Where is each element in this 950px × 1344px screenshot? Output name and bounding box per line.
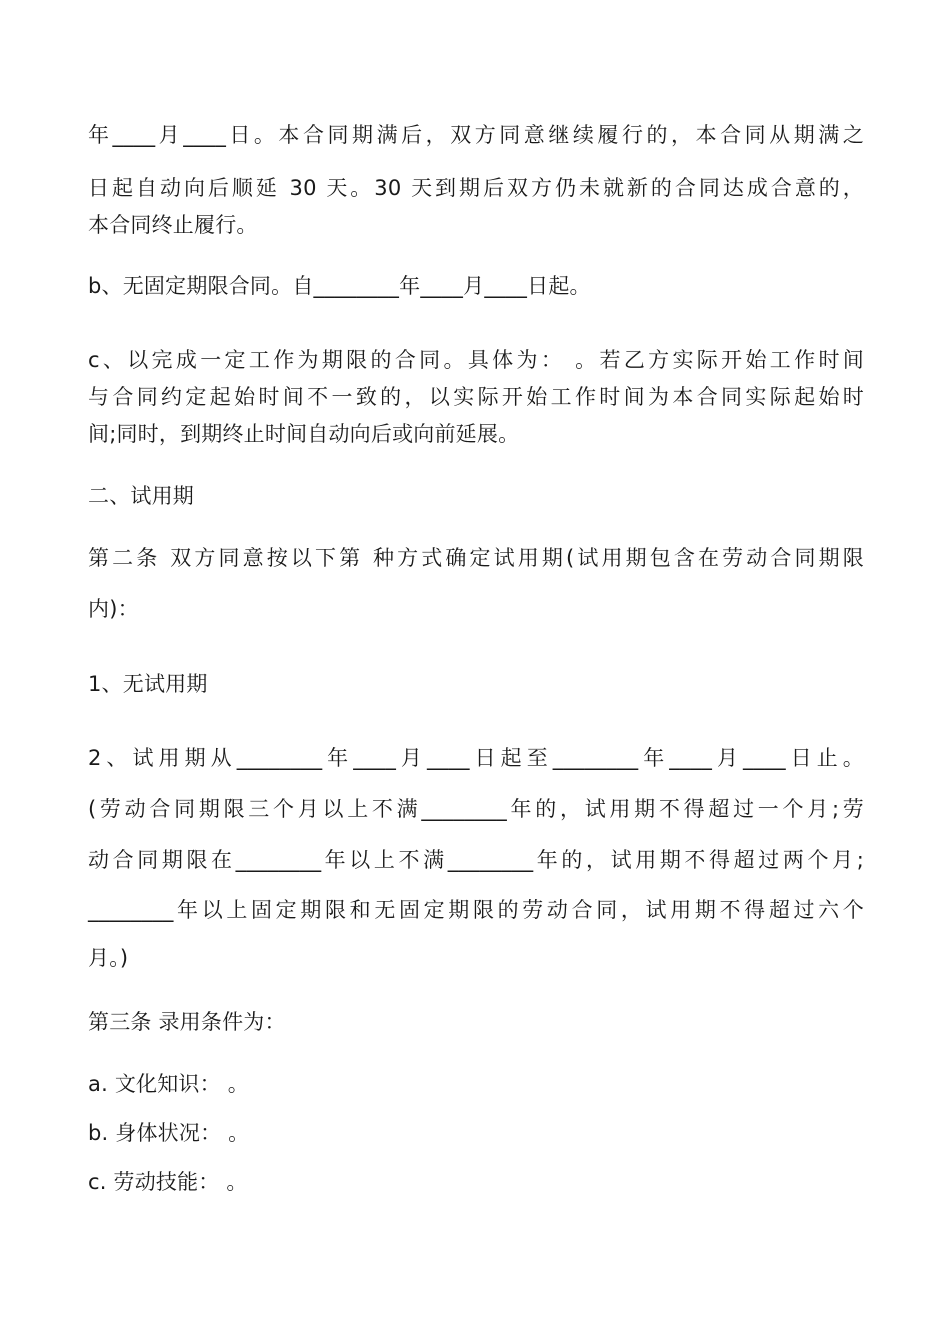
section-heading-probation: 二、试用期 xyxy=(88,484,194,508)
option-2-line-5: 月。) xyxy=(88,946,129,970)
paragraph-1-line-3: 本合同终止履行。 xyxy=(88,213,258,237)
article-3-heading: 第三条 录用条件为： xyxy=(88,1010,286,1034)
option-2-line-2: (劳动合同期限三个月以上不满________年的，试用期不得超过一个月;劳 xyxy=(88,797,864,821)
article-2-line-1: 第二条 双方同意按以下第 种方式确定试用期(试用期包含在劳动合同期限 xyxy=(88,546,864,570)
option-2-line-4: ________年以上固定期限和无固定期限的劳动合同，试用期不得超过六个 xyxy=(88,898,864,922)
condition-a: a. 文化知识： 。 xyxy=(88,1072,249,1096)
paragraph-2-line-1: b、无固定期限合同。自________年____月____日起。 xyxy=(88,274,591,298)
paragraph-1-line-1: 年____月____日。本合同期满后，双方同意继续履行的，本合同从期满之 xyxy=(88,123,864,147)
article-2-line-2: 内)： xyxy=(88,597,139,621)
option-1: 1、无试用期 xyxy=(88,672,208,696)
paragraph-3-line-3: 间;同时，到期终止时间自动向后或向前延展。 xyxy=(88,422,520,446)
paragraph-3-line-2: 与合同约定起始时间不一致的，以实际开始工作时间为本合同实际起始时 xyxy=(88,385,864,409)
paragraph-3-line-1: c、以完成一定工作为期限的合同。具体为： 。若乙方实际开始工作时间 xyxy=(88,348,864,372)
option-2-line-3: 动合同期限在________年以上不满________年的，试用期不得超过两个月; xyxy=(88,848,864,872)
paragraph-1-line-2: 日起自动向后顺延 30 天。30 天到期后双方仍未就新的合同达成合意的， xyxy=(88,176,864,200)
option-2-line-1: 2、试用期从________年____月____日起至________年____月____日止。 xyxy=(88,746,864,770)
condition-c: c. 劳动技能： 。 xyxy=(88,1170,248,1194)
condition-b: b. 身体状况： 。 xyxy=(88,1121,250,1145)
